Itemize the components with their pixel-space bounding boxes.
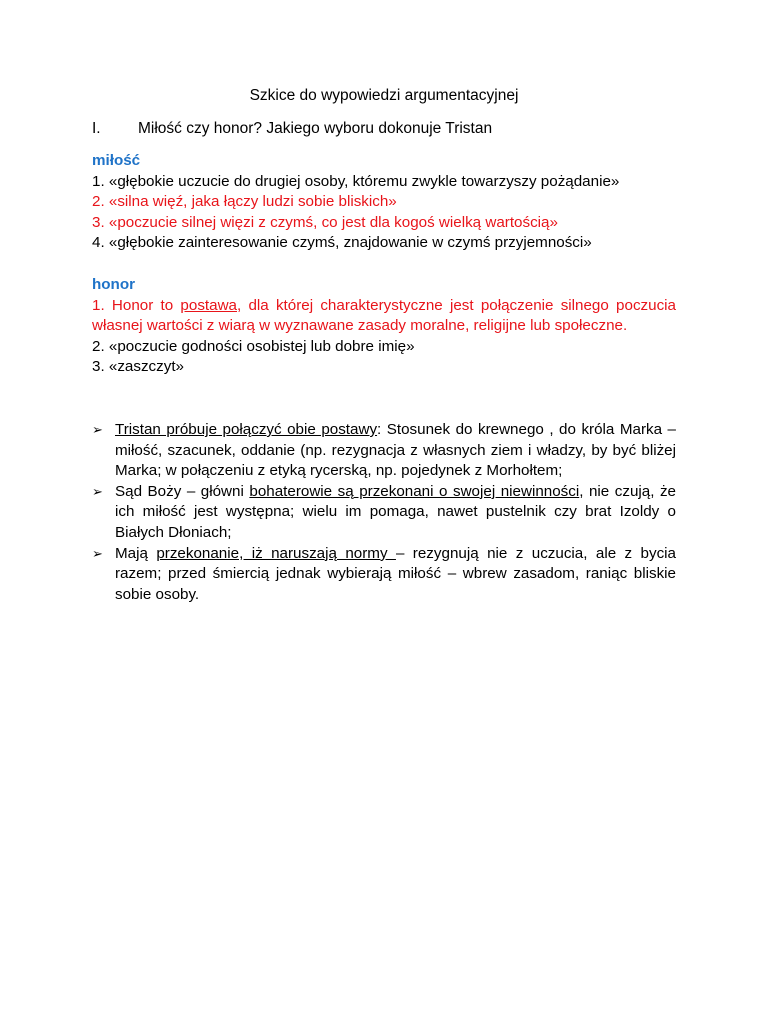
milosc-definition-4: 4. «głębokie zainteresowanie czymś, znajdowanie w czymś przyjemności»: [92, 234, 592, 252]
milosc-definition-3: 3. «poczucie silnej więzi z czymś, co jest dla kogoś wielką wartością»: [92, 213, 558, 231]
heading-text: Miłość czy honor? Jakiego wyboru dokonuje Tristan: [138, 120, 493, 137]
milosc-definition-1: 1. «głębokie uczucie do drugiej osoby, któremu zwykle towarzyszy pożądanie»: [92, 172, 620, 190]
honor-definition-1-rest: , dla której charakterystyczne jest połączenie silnego poczucia własnej wartości z wiarą w wyznawane zasady moralne, religijne lub społeczne.: [92, 296, 677, 335]
milosc-definition-2: 2. «silna więź, jaka łączy ludzi sobie bliskich»: [92, 193, 397, 211]
milosc-label: miłość: [92, 152, 141, 169]
honor-label: honor: [92, 276, 136, 293]
honor-definition-2: 2. «poczucie godności osobistej lub dobre imię»: [92, 337, 415, 355]
honor-definition-1: [92, 296, 676, 337]
honor-definition-3: 3. «zaszczyt»: [92, 358, 185, 376]
argument-text: , nie czują, że ich miłość jest występna; wielu im pomaga, nawet pustelnik czy brat Izoldy o Białych Dłoniach;: [115, 482, 676, 541]
argument-underlined: przekonanie, iż naruszają normy: [156, 544, 396, 562]
section-heading: [92, 119, 492, 139]
argument-item: [92, 482, 676, 544]
argument-item: [92, 420, 676, 482]
argument-list: [92, 420, 676, 605]
arrowhead-bullet-icon: ➢: [92, 422, 103, 437]
heading-number: I.: [92, 120, 101, 137]
honor-section: [92, 275, 676, 378]
argument-underlined: bohaterowie są przekonani o swojej niewinności: [249, 482, 580, 500]
document-title: Szkice do wypowiedzi argumentacyjnej: [249, 87, 519, 104]
argument-prefix: Mają: [115, 544, 157, 562]
arrowhead-bullet-icon: ➢: [92, 483, 103, 499]
milosc-section: [92, 151, 676, 254]
postawa-link[interactable]: postawa: [180, 296, 237, 314]
argument-prefix: Sąd Boży – główni: [115, 482, 250, 500]
honor-definition-1-prefix: 1. Honor to: [92, 296, 181, 314]
arrowhead-bullet-icon: ➢: [92, 545, 103, 561]
argument-text: : Stosunek do krewnego , do króla Marka – miłość, szacunek, oddanie (np. rezygnacja z własnych ziem i władzy, by być bliżej Marka; w połączeniu z etyką rycerską, np. pojedynek z Morhołtem;: [115, 421, 677, 480]
argument-text: – rezygnują nie z uczucia, ale z bycia razem; przed śmiercią jednak wybierają miłość – wbrew zasadom, raniąc bliskie sobie osoby.: [115, 544, 677, 603]
argument-underlined: Tristan próbuje połączyć obie postawy: [115, 421, 378, 438]
argument-item: [92, 544, 676, 606]
